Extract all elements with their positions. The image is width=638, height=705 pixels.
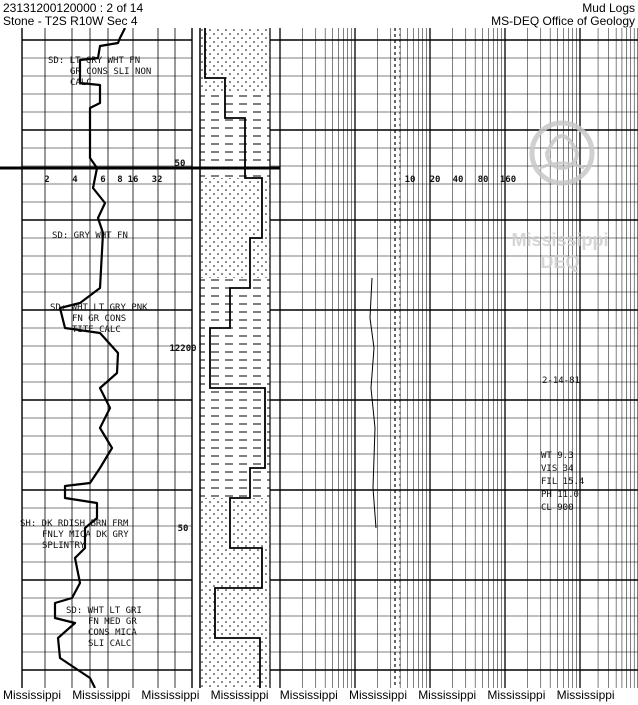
left-scale-label: 2 (44, 175, 50, 185)
footer-watermark-text: Mississippi (279, 688, 338, 702)
mud-property: PH 11.0 (541, 490, 579, 500)
footer-watermark-text: Mississippi (349, 688, 408, 702)
footer-watermark-text: Mississippi (556, 688, 615, 702)
lithology-description: SD: GRY WHT FN (52, 231, 128, 241)
lithology-description: SLI CALC (88, 639, 132, 649)
record-id: 23131200120000 : 2 of 14 (3, 1, 144, 15)
depth-label: 50 (177, 524, 189, 534)
location-label: Stone - T2S R10W Sec 4 (3, 14, 138, 28)
right-scale-label: 10 (404, 175, 416, 185)
lithology-band (200, 498, 270, 588)
left-scale-label: 8 (117, 175, 123, 185)
date-note: 2-14-81 (542, 376, 580, 386)
right-track-grid (0, 28, 638, 688)
depth-label: 50 (174, 159, 186, 169)
lithology-band (200, 28, 270, 93)
right-scale-label: 40 (452, 175, 464, 185)
right-scale-label: 20 (429, 175, 441, 185)
lithology-band (200, 93, 270, 178)
lithology-description: SD: WHT LT GRI (66, 606, 142, 616)
lithology-description: SD: WHT LT GRY PNK (50, 303, 148, 313)
lithology-description: SPLINTRY (42, 541, 86, 551)
left-scale-label: 4 (72, 175, 78, 185)
lithology-description: CONS MICA (88, 628, 137, 638)
footer-watermark-text: Mississippi (210, 688, 269, 702)
right-scale-label: 160 (499, 175, 517, 185)
lithology-description: TITE CALC (72, 325, 121, 335)
mud-property: CL 900 (541, 503, 574, 513)
doc-type-label: Mud Logs (582, 1, 635, 15)
lithology-column (200, 28, 270, 688)
footer-watermark-text: Mississippi (72, 688, 131, 702)
mud-property: WT 9.3 (541, 451, 574, 461)
lithology-description: FNLY MICA DK GRY (42, 530, 129, 540)
left-scale-label: 32 (151, 175, 163, 185)
right-scale-label: 80 (477, 175, 489, 185)
lithology-description: SH: DK RDISH BRN FRM (20, 519, 129, 529)
agency-label: MS-DEQ Office of Geology (491, 14, 635, 28)
lithology-description: FN GR CONS (72, 314, 127, 324)
footer-watermark-text: Mississippi (418, 688, 477, 702)
lithology-description: FN MED GR (88, 617, 137, 627)
mud-property: FIL 15.4 (541, 477, 585, 487)
lithology-band (200, 178, 270, 278)
log-labels (20, 56, 584, 649)
watermark (511, 123, 608, 272)
left-scale-label: 6 (100, 175, 106, 185)
footer-watermark-text: Mississippi (141, 688, 200, 702)
footer-watermark-text: Mississippi (3, 688, 62, 702)
lithology-description: SD: LT GRY WHT FN (48, 56, 141, 66)
mud-log-scan (0, 28, 638, 688)
left-track-grid (22, 28, 192, 688)
left-scale-label: 16 (127, 175, 139, 185)
mud-property: VIS 34 (541, 464, 574, 474)
footer-watermark-text: Mississippi (487, 688, 546, 702)
watermark-line2: DEQ (540, 252, 580, 272)
lithology-description: CALC (70, 78, 92, 88)
watermark-line1: Mississippi (511, 230, 609, 250)
depth-label: 12200 (169, 344, 197, 354)
lithology-description: GR CONS SLI NON (70, 67, 152, 77)
footer-watermark (0, 688, 638, 705)
